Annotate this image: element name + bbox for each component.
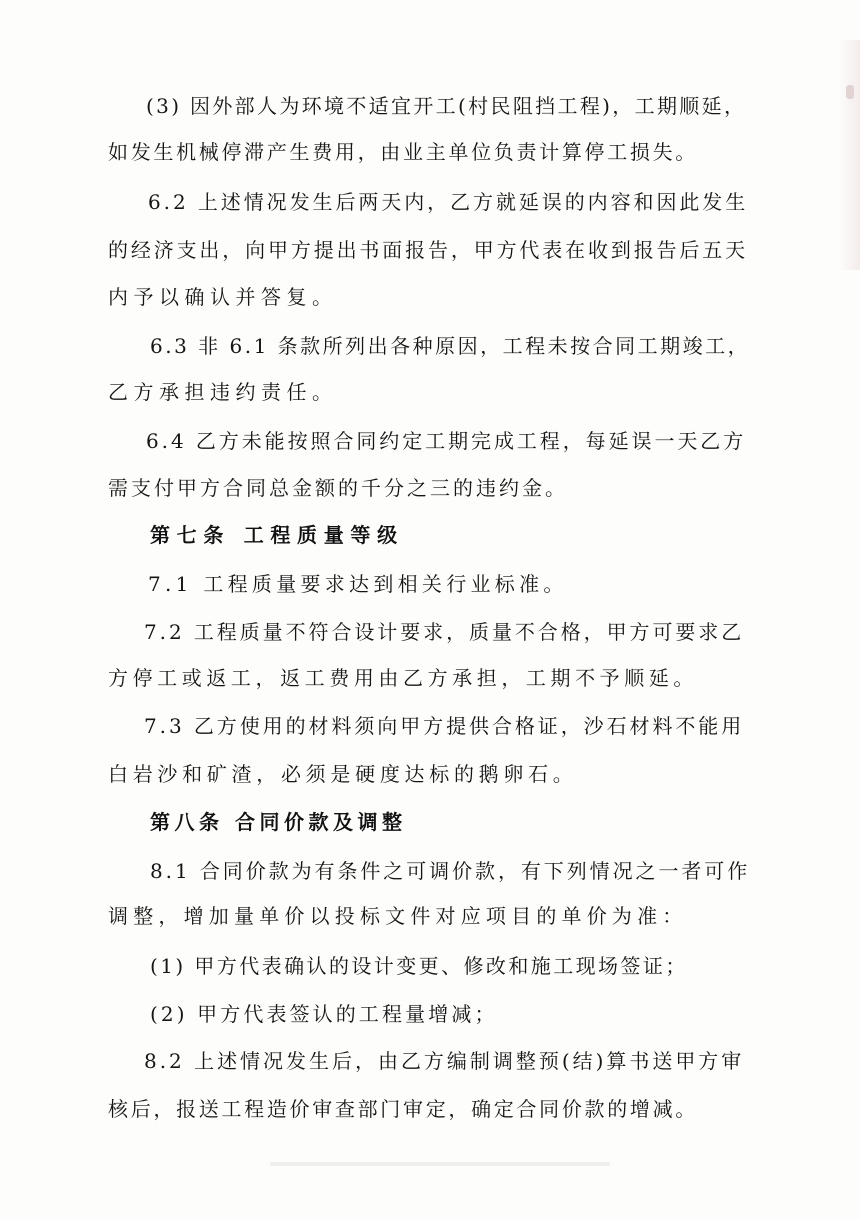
clause-6-2-line-2: 的经济支出，向甲方提出书面报告，甲方代表在收到报告后五天 xyxy=(108,238,748,262)
clause-6-1-3-line-2: 如发生机械停滞产生费用，由业主单位负责计算停工损失。 xyxy=(108,140,698,164)
article-7-heading: 第七条 工程质量等级 xyxy=(150,523,404,547)
clause-6-4-line-1: 6.4 乙方未能按照合同约定工期完成工程，每延误一天乙方 xyxy=(146,429,747,453)
clause-8-1-item-1: (1) 甲方代表确认的设计变更、修改和施工现场签证； xyxy=(150,954,688,978)
clause-8-1-line-2: 调整，增加量单价以投标文件对应项目的单价为准： xyxy=(108,904,688,928)
clause-6-2-line-3: 内予以确认并答复。 xyxy=(108,285,338,309)
clause-7-3-line-1: 7.3 乙方使用的材料须向甲方提供合格证，沙石材料不能用 xyxy=(144,714,745,738)
article-8-heading: 第八条 合同价款及调整 xyxy=(150,810,407,834)
clause-8-1-line-1: 8.1 合同价款为有条件之可调价款，有下列情况之一者可作 xyxy=(150,859,751,883)
clause-7-3-line-2: 白岩沙和矿渣，必须是硬度达标的鹅卵石。 xyxy=(108,762,578,786)
edge-stain xyxy=(846,85,854,99)
clause-6-1-3-line-1: (3) 因外部人为环境不适宜开工(村民阻挡工程)，工期顺延， xyxy=(146,94,747,118)
clause-8-2-line-1: 8.2 上述情况发生后，由乙方编制调整预(结)算书送甲方审 xyxy=(144,1049,745,1073)
clause-7-2-line-1: 7.2 工程质量不符合设计要求，质量不合格，甲方可要求乙 xyxy=(144,620,745,644)
clause-7-1-line: 7.1 工程质量要求达到相关行业标准。 xyxy=(148,572,568,596)
clause-8-2-line-2: 核后，报送工程造价审查部门审定，确定合同价款的增减。 xyxy=(108,1097,698,1121)
clause-8-1-item-2: (2) 甲方代表签认的工程量增减； xyxy=(150,1002,498,1026)
clause-6-2-line-1: 6.2 上述情况发生后两天内，乙方就延误的内容和因此发生 xyxy=(148,190,749,214)
clause-6-3-line-1: 6.3 非 6.1 条款所列出各种原因，工程未按合同工期竣工， xyxy=(150,334,751,358)
clause-7-2-line-2: 方停工或返工，返工费用由乙方承担，工期不予顺延。 xyxy=(108,666,698,690)
clause-6-3-line-2: 乙方承担违约责任。 xyxy=(108,380,338,404)
page-edge-mark xyxy=(838,40,860,270)
scan-smudge xyxy=(270,1162,610,1166)
clause-6-4-line-2: 需支付甲方合同总金额的千分之三的违约金。 xyxy=(108,476,568,500)
